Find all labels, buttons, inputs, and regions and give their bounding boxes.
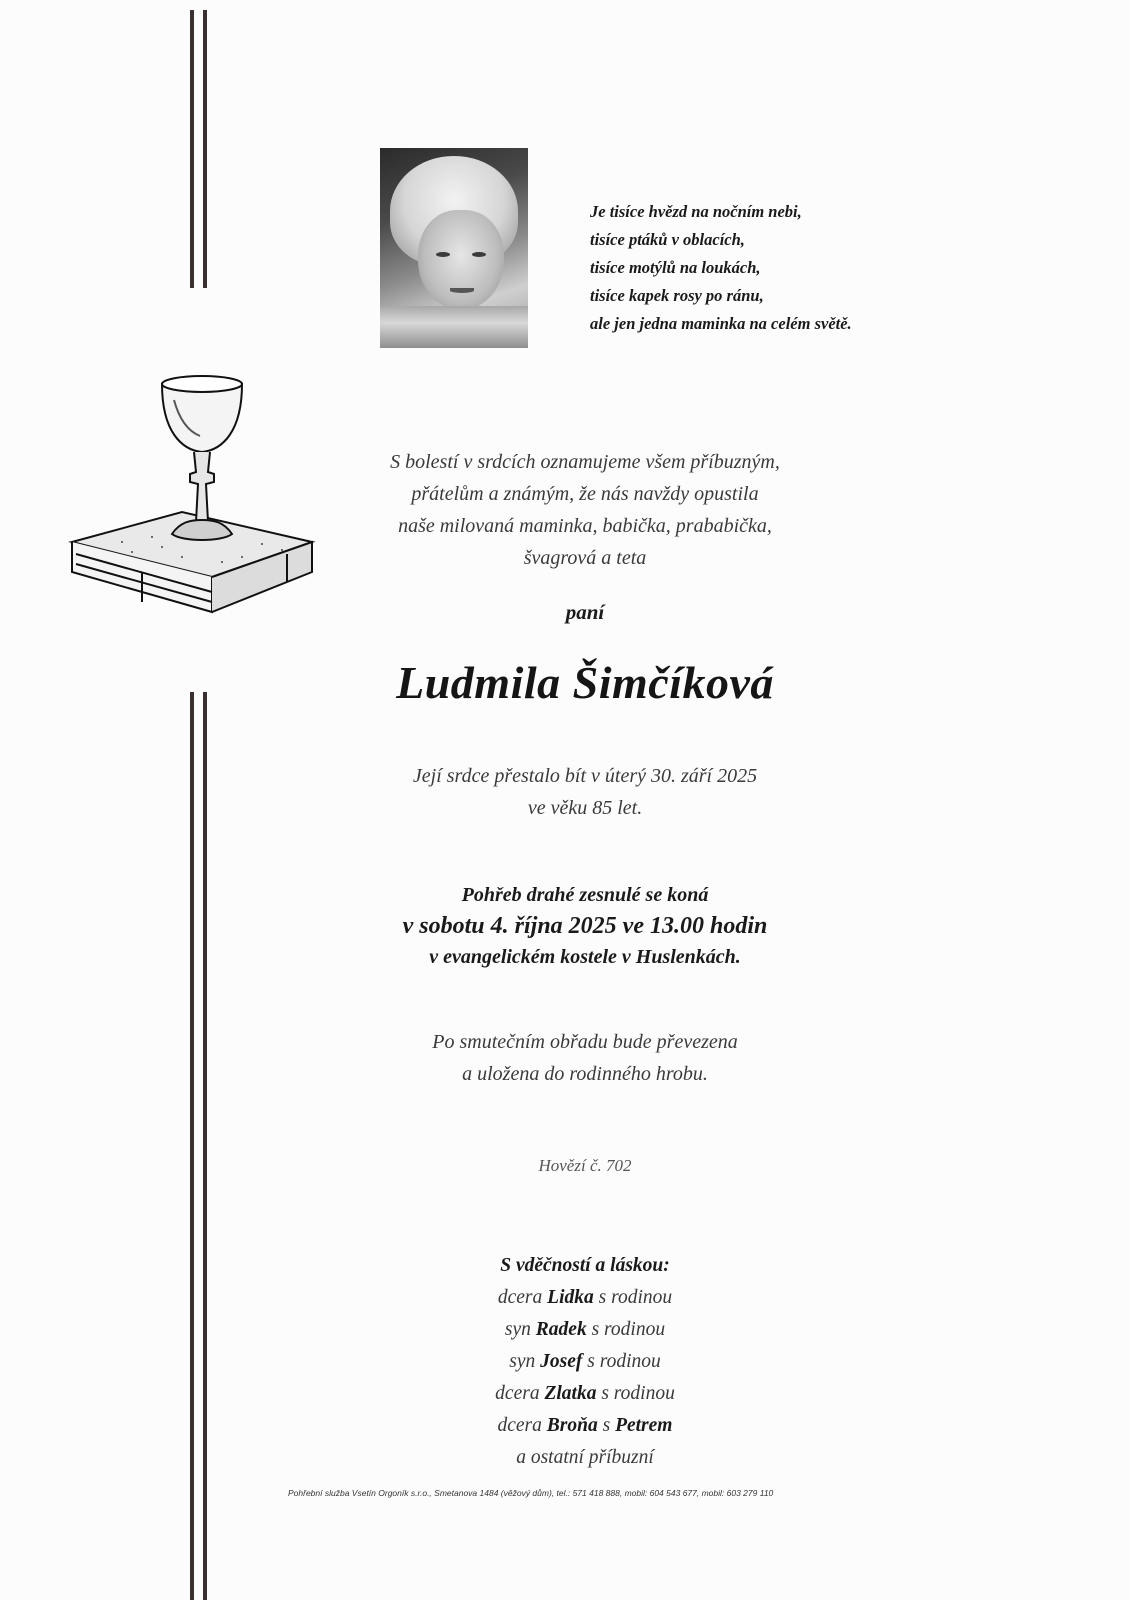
- poem-line: ale jen jedna maminka na celém světě.: [590, 314, 852, 333]
- left-rule-bottom-2: [203, 692, 207, 1600]
- funeral-info: [330, 880, 840, 973]
- poem-line: Je tisíce hvězd na nočním nebi,: [590, 202, 802, 221]
- burial-line: a uložena do rodinného hrobu.: [462, 1063, 708, 1085]
- death-line: ve věku 85 let.: [527, 797, 643, 819]
- funeral-line-2: v sobotu 4. října 2025 ve 13.00 hodin: [402, 913, 768, 939]
- death-info: [330, 760, 840, 824]
- poem-line: tisíce ptáků v oblacích,: [590, 230, 745, 249]
- funeral-line-3: v evangelickém kostele v Huslenkách.: [429, 946, 741, 968]
- burial-info: [330, 1026, 840, 1090]
- mourner-row: dcera Lidka s rodinou: [497, 1287, 673, 1308]
- death-line: Její srdce přestalo bít v úterý 30. září 2025: [412, 765, 758, 787]
- left-rule-bottom-1: [190, 692, 194, 1600]
- deceased-name: Ludmila Šimčíková: [396, 657, 774, 708]
- mourner-row: dcera Broňa s Petrem: [497, 1415, 673, 1436]
- burial-line: Po smutečním obřadu bude převezena: [432, 1031, 738, 1053]
- mourner-row: dcera Zlatka s rodinou: [495, 1383, 675, 1404]
- announcement-line: naše milovaná maminka, babička, prababička,: [398, 515, 772, 537]
- title-prefix: paní: [565, 600, 605, 624]
- mourner-row: syn Radek s rodinou: [504, 1319, 666, 1340]
- announcement-line: S bolestí v srdcích oznamujeme všem příbuzným,: [390, 451, 780, 473]
- announcement-line: přátelům a známým, že nás navždy opustila: [411, 483, 759, 505]
- poem-line: tisíce motýlů na loukách,: [590, 258, 761, 277]
- funeral-line-1: Pohřeb drahé zesnulé se koná: [461, 884, 709, 906]
- announcement-text: [330, 446, 840, 574]
- portrait-photo: [380, 148, 528, 348]
- mourners-closing: a ostatní příbuzní: [516, 1447, 654, 1468]
- mourner-row: syn Josef s rodinou: [509, 1351, 661, 1372]
- mourners-list: [330, 1250, 840, 1474]
- left-rule-top-1: [190, 10, 194, 288]
- mourners-heading: S vděčností a láskou:: [500, 1255, 670, 1276]
- footer-funeral-service: Pohřební služba Vsetín Orgoník s.r.o., Smetanova 1484 (věžový dům), tel.: 571 418 888, mobil: 604 543 677, mobil: 603 279 110: [288, 1488, 774, 1498]
- address: Hovězí č. 702: [538, 1156, 632, 1175]
- chalice-on-book-icon: [62, 372, 322, 647]
- announcement-line: švagrová a teta: [523, 547, 647, 569]
- poem: [590, 198, 970, 338]
- poem-line: tisíce kapek rosy po ránu,: [590, 286, 764, 305]
- left-rule-top-2: [203, 10, 207, 288]
